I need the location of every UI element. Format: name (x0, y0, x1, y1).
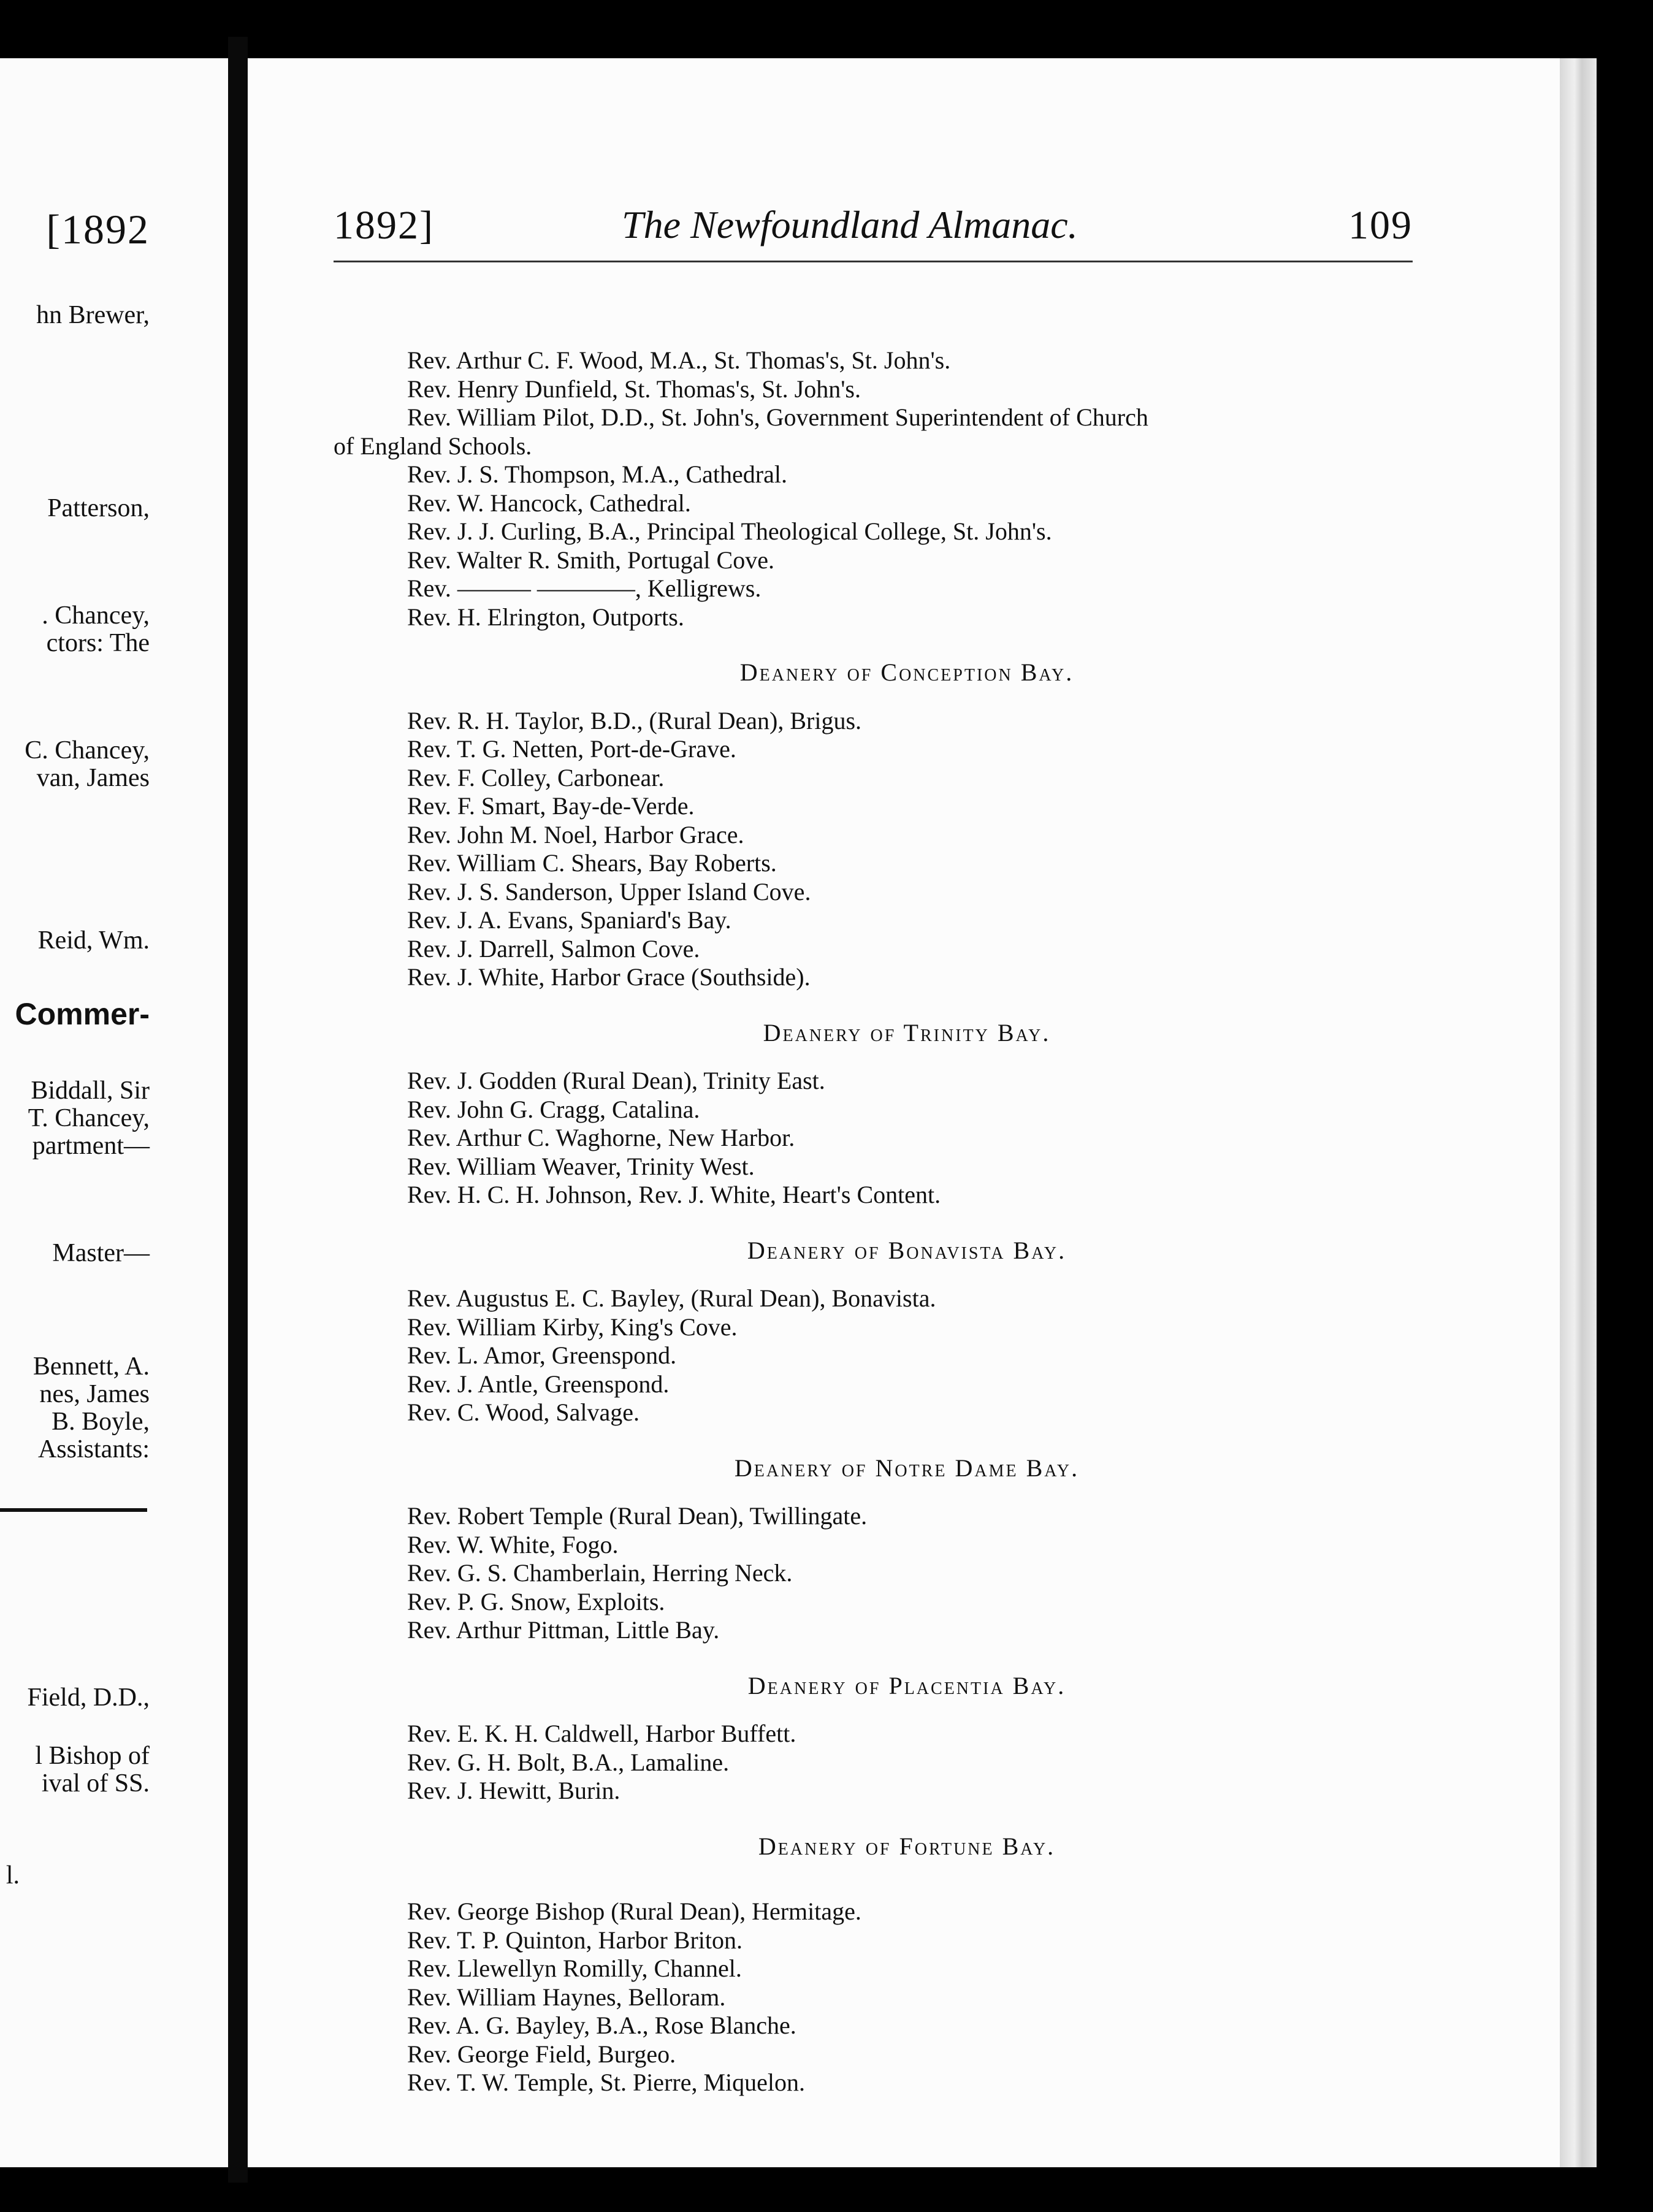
clergy-entry: Rev. John G. Cragg, Catalina. (407, 1095, 700, 1123)
clergy-entry: Rev. J. A. Evans, Spaniard's Bay. (407, 906, 731, 934)
deanery-heading: Deanery of Bonavista Bay. (747, 1236, 1067, 1264)
left-fragment: Commer- (15, 997, 150, 1031)
clergy-entry: Rev. J. Hewitt, Burin. (407, 1777, 620, 1804)
clergy-entry-continuation: of England Schools. (334, 432, 532, 460)
left-fragment: B. Boyle, (52, 1408, 150, 1436)
left-fragment: l. (6, 1861, 20, 1890)
left-fragment: hn Brewer, (36, 301, 150, 329)
left-fragment: Bennett, A. (32, 1352, 150, 1381)
deanery-heading: Deanery of Placentia Bay. (747, 1671, 1066, 1699)
clergy-entry: Rev. W. White, Fogo. (407, 1530, 619, 1558)
clergy-entry: Rev. George Bishop (Rural Dean), Hermitage. (407, 1897, 861, 1925)
clergy-entry: Rev. William Weaver, Trinity West. (407, 1152, 755, 1180)
clergy-entry: Rev. William Pilot, D.D., St. John's, Government Superintendent of Church (407, 403, 1148, 431)
clergy-entry: Rev. Arthur C. Waghorne, New Harbor. (407, 1124, 795, 1151)
clergy-entry: Rev. Llewellyn Romilly, Channel. (407, 1955, 742, 1982)
left-fragment: Assistants: (37, 1435, 150, 1463)
left-fragment: partment— (32, 1132, 150, 1160)
book-gutter (228, 37, 248, 2183)
clergy-entry: Rev. R. H. Taylor, B.D., (Rural Dean), Brigus. (407, 706, 862, 734)
clergy-entry: Rev. T. W. Temple, St. Pierre, Miquelon. (407, 2069, 806, 2096)
clergy-entry: Rev. Augustus E. C. Bayley, (Rural Dean), Bonavista. (407, 1284, 936, 1312)
clergy-entry: Rev. William Kirby, King's Cove. (407, 1313, 738, 1341)
clergy-entry: Rev. Arthur Pittman, Little Bay. (407, 1616, 720, 1644)
header-title: The Newfoundland Almanac. (622, 203, 1078, 246)
clergy-list (334, 346, 1425, 2097)
clergy-entry: Rev. William C. Shears, Bay Roberts. (407, 849, 777, 877)
deanery-heading: Deanery of Notre Dame Bay. (734, 1454, 1080, 1482)
page-number: 109 (1348, 203, 1413, 248)
left-fragment: Master— (52, 1239, 150, 1267)
left-fragment: C. Chancey, (25, 736, 150, 765)
clergy-entry: Rev. J. Antle, Greenspond. (407, 1370, 670, 1398)
clergy-entry: Rev. A. G. Bayley, B.A., Rose Blanche. (407, 2012, 796, 2039)
clergy-entry: Rev. J. S. Thompson, M.A., Cathedral. (407, 460, 787, 488)
clergy-entry: Rev. George Field, Burgeo. (407, 2040, 676, 2068)
clergy-entry: Rev. F. Smart, Bay-de-Verde. (407, 792, 695, 820)
left-fragment: ival of SS. (41, 1769, 150, 1798)
clergy-entry: Rev. Arthur C. F. Wood, M.A., St. Thomas's, St. John's. (407, 346, 951, 374)
clergy-entry: Rev. J. White, Harbor Grace (Southside). (407, 963, 811, 991)
left-fragment: Patterson, (47, 494, 150, 522)
left-fragment: ctors: The (46, 629, 150, 657)
clergy-entry: Rev. J. Darrell, Salmon Cove. (407, 934, 700, 963)
left-fragment: van, James (36, 764, 150, 792)
deanery-heading: Deanery of Conception Bay. (739, 658, 1074, 686)
clergy-entry: Rev. J. S. Sanderson, Upper Island Cove. (407, 877, 811, 906)
left-fragment: Biddall, Sir (31, 1077, 150, 1105)
clergy-entry: Rev. J. Godden (Rural Dean), Trinity East. (407, 1067, 825, 1094)
left-fragment: Field, D.D., (27, 1684, 150, 1712)
header-rule (334, 261, 1413, 262)
clergy-entry: Rev. William Haynes, Belloram. (407, 1983, 726, 2011)
clergy-entry: Rev. P. G. Snow, Exploits. (407, 1587, 665, 1615)
left-fragment: T. Chancey, (28, 1104, 150, 1132)
clergy-entry: Rev. T. G. Netten, Port-de-Grave. (407, 735, 736, 763)
clergy-entry: Rev. Robert Temple (Rural Dean), Twillingate. (407, 1502, 868, 1530)
clergy-entry: Rev. H. Elrington, Outports. (407, 603, 684, 631)
clergy-entry: Rev. E. K. H. Caldwell, Harbor Buffett. (407, 1720, 796, 1747)
clergy-entry: Rev. John M. Noel, Harbor Grace. (407, 820, 744, 849)
deanery-heading: Deanery of Trinity Bay. (763, 1018, 1051, 1047)
clergy-entry: Rev. T. P. Quinton, Harbor Briton. (407, 1926, 743, 1954)
left-page-rule (0, 1508, 147, 1512)
left-fragment: nes, James (39, 1380, 150, 1408)
clergy-entry: Rev. G. H. Bolt, B.A., Lamaline. (407, 1748, 730, 1776)
clergy-entry: Rev. ——— ————, Kelligrews. (407, 574, 762, 602)
left-fragment: l Bishop of (35, 1742, 150, 1770)
clergy-entry: Rev. G. S. Chamberlain, Herring Neck. (407, 1559, 793, 1587)
deanery-heading: Deanery of Fortune Bay. (758, 1832, 1056, 1860)
clergy-entry: Rev. L. Amor, Greenspond. (407, 1341, 677, 1369)
left-partial-page (0, 58, 228, 2167)
clergy-entry: Rev. F. Colley, Carbonear. (407, 763, 665, 791)
clergy-entry: Rev. C. Wood, Salvage. (407, 1398, 639, 1426)
clergy-entry: Rev. J. J. Curling, B.A., Principal Theological College, St. John's. (407, 517, 1052, 545)
clergy-entry: Rev. Henry Dunfield, St. Thomas's, St. John's. (407, 375, 861, 403)
clergy-entry: Rev. H. C. H. Johnson, Rev. J. White, Heart's Content. (407, 1181, 941, 1208)
clergy-entry: Rev. W. Hancock, Cathedral. (407, 489, 691, 517)
header-year: 1892] (334, 203, 434, 248)
left-fragment: . Chancey, (42, 601, 150, 630)
page-edges (1560, 58, 1597, 2167)
almanac-page (248, 58, 1560, 2167)
clergy-entry: Rev. Walter R. Smith, Portugal Cove. (407, 546, 774, 574)
left-fragment: Reid, Wm. (37, 926, 150, 955)
running-header (334, 202, 1413, 251)
left-page-header: [1892 (46, 206, 150, 253)
